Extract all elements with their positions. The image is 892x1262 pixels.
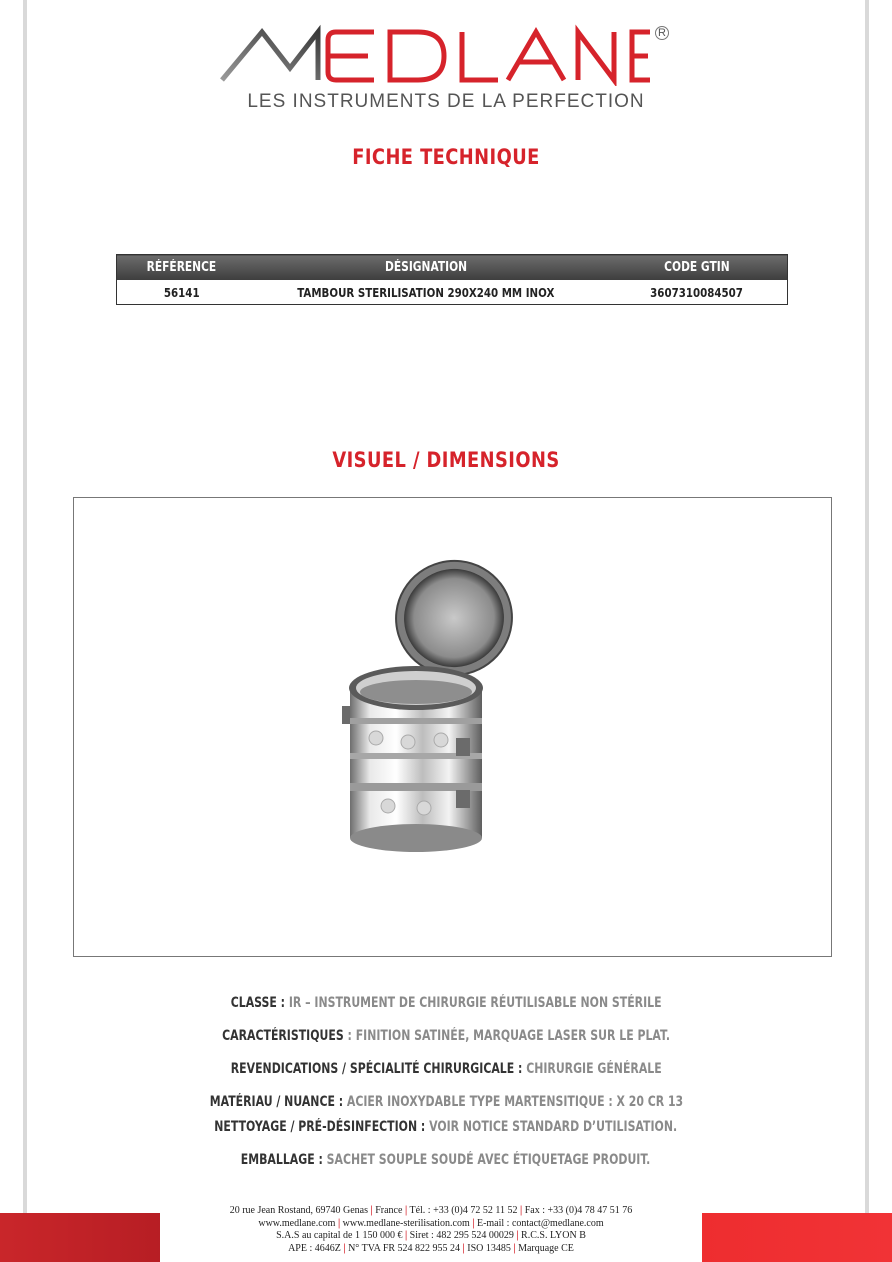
footer-line-3: S.A.S au capital de 1 150 000 € | Siret : 482 295 524 00029 | R.C.S. LYON B	[276, 1230, 586, 1241]
column-header-designation: DÉSIGNATION	[246, 255, 605, 281]
sterilization-drum-image	[336, 558, 556, 858]
column-header-reference: RÉFÉRENCE	[117, 255, 247, 281]
cell-designation: TAMBOUR STERILISATION 290X240 MM INOX	[297, 284, 555, 300]
brand-tagline: LES INSTRUMENTS DE LA PERFECTION	[247, 91, 645, 112]
reference-table	[116, 254, 788, 305]
footer-bar-right	[702, 1213, 892, 1262]
section-title-visuel: VISUEL / DIMENSIONS	[332, 448, 560, 472]
footer-email[interactable]: E-mail : contact@medlane.com	[476, 1217, 604, 1229]
column-header-gtin: CODE GTIN	[606, 255, 788, 281]
registered-mark: R	[655, 26, 669, 40]
spec-materiau: MATÉRIAU / NUANCE : ACIER INOXYDABLE TYPE MARTENSITIQUE : X 20 CR 13	[209, 1094, 683, 1110]
spec-caracteristiques: CARACTÉRISTIQUES : FINITION SATINÉE, MARQUAGE LASER SUR LE PLAT.	[222, 1028, 670, 1044]
table-row	[117, 280, 788, 305]
footer-contact	[160, 1205, 702, 1255]
product-image-frame	[73, 497, 832, 957]
spec-nettoyage: NETTOYAGE / PRÉ-DÉSINFECTION : VOIR NOTICE STANDARD D’UTILISATION.	[214, 1119, 678, 1135]
footer-link-sterilisation[interactable]: www.medlane-sterilisation.com	[342, 1217, 470, 1229]
footer-line-4: APE : 4646Z | N° TVA FR 524 822 955 24 | ISO 13485 | Marquage CE	[288, 1242, 574, 1254]
brand-logo	[0, 20, 892, 120]
spec-emballage: EMBALLAGE : SACHET SOUPLE SOUDÉ AVEC ÉTIQUETAGE PRODUIT.	[241, 1152, 651, 1168]
cell-gtin: 3607310084507	[650, 284, 743, 300]
footer-line-2: www.medlane.com | www.medlane-sterilisation.com | E-mail : contact@medlane.com	[258, 1217, 604, 1229]
page-title: FICHE TECHNIQUE	[352, 145, 540, 169]
spec-classe: CLASSE : IR – INSTRUMENT DE CHIRURGIE RÉUTILISABLE NON STÉRILE	[230, 995, 662, 1011]
footer-link-medlane[interactable]: www.medlane.com	[258, 1217, 336, 1229]
medlane-logo-wordmark	[218, 24, 658, 86]
table-header-row	[117, 255, 788, 281]
footer-bar-left	[0, 1213, 160, 1262]
cell-reference: 56141	[163, 284, 200, 300]
footer-line-1: 20 rue Jean Rostand, 69740 Genas | France | Tél. : +33 (0)4 72 52 11 52 | Fax : +33 (0)4 78 47 51 76	[229, 1205, 633, 1216]
spec-revendications: REVENDICATIONS / SPÉCIALITÉ CHIRURGICALE : CHIRURGIE GÉNÉRALE	[230, 1061, 662, 1077]
